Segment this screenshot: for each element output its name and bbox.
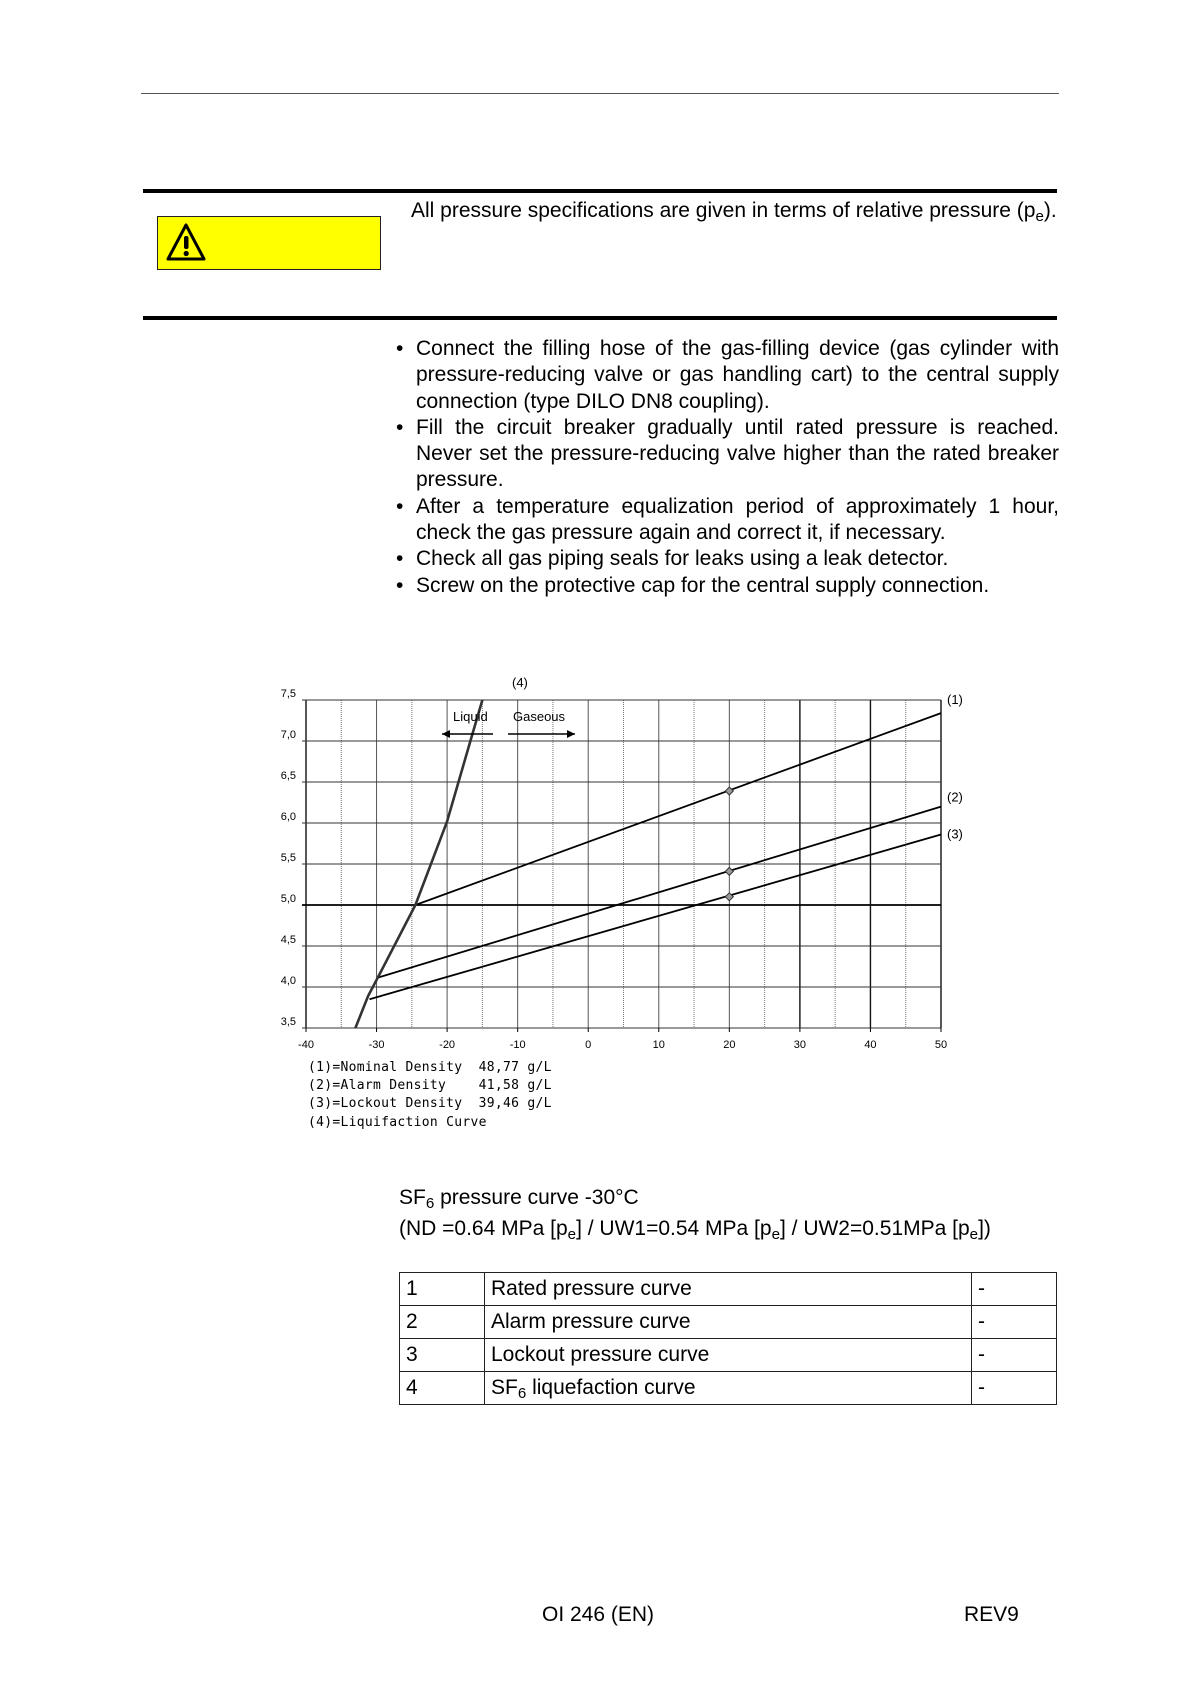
- y-tick-label: 5,5: [280, 852, 296, 864]
- table-row: [400, 1339, 1057, 1372]
- series-line-1: [415, 713, 941, 905]
- liquid-arrowhead: [442, 730, 450, 738]
- x-tick-label: -30: [368, 1039, 385, 1051]
- series-label: (2): [947, 789, 963, 805]
- table-row: [400, 1273, 1057, 1306]
- warning-bottom-rule: [143, 316, 1057, 320]
- list-item: • After a temperature equalization period of approximately 1 hour, check the gas pressure again and correct it, if necessary.: [396, 494, 1059, 545]
- caption-line-2: (ND =0.64 MPa $[p_e] / UW1=0.54$ MPa $[p_e] / UW2=0.51MPa$ $[p_e]$): [399, 1217, 991, 1243]
- y-tick-label: 6,5: [280, 770, 296, 782]
- gaseous-label: Gaseous: [513, 709, 566, 724]
- key-number: 1: [400, 1273, 485, 1306]
- list-item: • Screw on the protective cap for the central supply connection.: [396, 573, 990, 597]
- series-label: (3): [947, 826, 963, 842]
- warning-top-rule: [143, 189, 1057, 193]
- y-tick-label: 4,0: [280, 975, 296, 987]
- y-tick-label: 7,5: [280, 688, 296, 700]
- list-item: • Connect the filling hose of the gas-filling device (gas cylinder with pressure-reducing valve or gas handling cart) to the central supply connection (type DILO DN8 coupling).: [396, 337, 1059, 413]
- key-number: 4: [400, 1372, 485, 1405]
- legend-entry: (1)=Nominal Density 48,77 g/L: [308, 1060, 552, 1075]
- table-row: [400, 1372, 1057, 1405]
- list-item: • Check all gas piping seals for leaks using a leak detector.: [396, 547, 949, 571]
- y-tick-label: 3,5: [280, 1016, 296, 1028]
- pressure-note: All pressure specifications are given in terms of relative pressure $(p_e)$.: [411, 199, 1057, 225]
- warning-triangle-icon: [166, 222, 206, 262]
- key-label: $SF_6$ liquefaction curve: [485, 1372, 972, 1405]
- x-tick-label: -40: [298, 1039, 314, 1051]
- x-tick-label: 10: [652, 1039, 665, 1051]
- pressure-chart-svg: [250, 665, 1090, 1065]
- x-tick-label: 0: [585, 1039, 592, 1051]
- y-tick-label: 5,0: [280, 893, 296, 905]
- key-unit: -: [972, 1273, 1057, 1306]
- data-point-marker: [725, 787, 733, 795]
- pressure-chart: [250, 665, 1090, 1065]
- x-tick-label: -20: [439, 1039, 456, 1051]
- data-point-marker: [725, 867, 733, 875]
- legend-entry: (4)=Liquifaction Curve: [308, 1114, 487, 1130]
- x-tick-label: 20: [723, 1039, 736, 1051]
- label-4: (4): [512, 675, 528, 690]
- y-tick-label: 4,5: [280, 934, 296, 946]
- gaseous-arrowhead: [567, 730, 575, 738]
- chart-legend: [308, 1059, 552, 1132]
- key-number: 2: [400, 1306, 485, 1339]
- table-row: [400, 1306, 1057, 1339]
- key-unit: -: [972, 1339, 1057, 1372]
- caption-line-1: $SF_6$ pressure curve -30°C: [399, 1186, 639, 1212]
- x-tick-label: -10: [509, 1039, 526, 1051]
- key-label: Lockout pressure curve: [485, 1339, 972, 1372]
- key-label: Alarm pressure curve: [485, 1306, 972, 1339]
- footer-doc-id: OI 246 (EN): [542, 1603, 655, 1626]
- list-item: • Fill the circuit breaker gradually until rated pressure is reached. Never set the pressure-reducing valve higher than the rated breaker pressure.: [396, 415, 1059, 492]
- liquid-label: Liquid: [453, 709, 488, 724]
- y-tick-label: 7,0: [280, 729, 296, 741]
- footer-revision: REV9: [964, 1603, 1019, 1626]
- curve-key-table: [399, 1272, 1057, 1405]
- key-unit: -: [972, 1306, 1057, 1339]
- x-tick-label: 40: [864, 1039, 877, 1051]
- warning-box: [157, 216, 381, 270]
- key-unit: -: [972, 1372, 1057, 1405]
- figure-caption: [399, 1182, 991, 1244]
- y-tick-label: 6,0: [280, 811, 296, 823]
- series-label: (1): [947, 692, 963, 708]
- legend-entry: (3)=Lockout Density 39,46 g/L: [308, 1096, 552, 1112]
- key-number: 3: [400, 1339, 485, 1372]
- series-line-3: [370, 835, 942, 1000]
- x-tick-label: 30: [793, 1039, 807, 1051]
- filling-steps-list: [396, 336, 1059, 599]
- x-tick-label: 50: [934, 1039, 948, 1051]
- header-rule: [141, 93, 1059, 94]
- key-label: Rated pressure curve: [485, 1273, 972, 1306]
- legend-entry: (2)=Alarm Density 41,58 g/L: [308, 1078, 552, 1094]
